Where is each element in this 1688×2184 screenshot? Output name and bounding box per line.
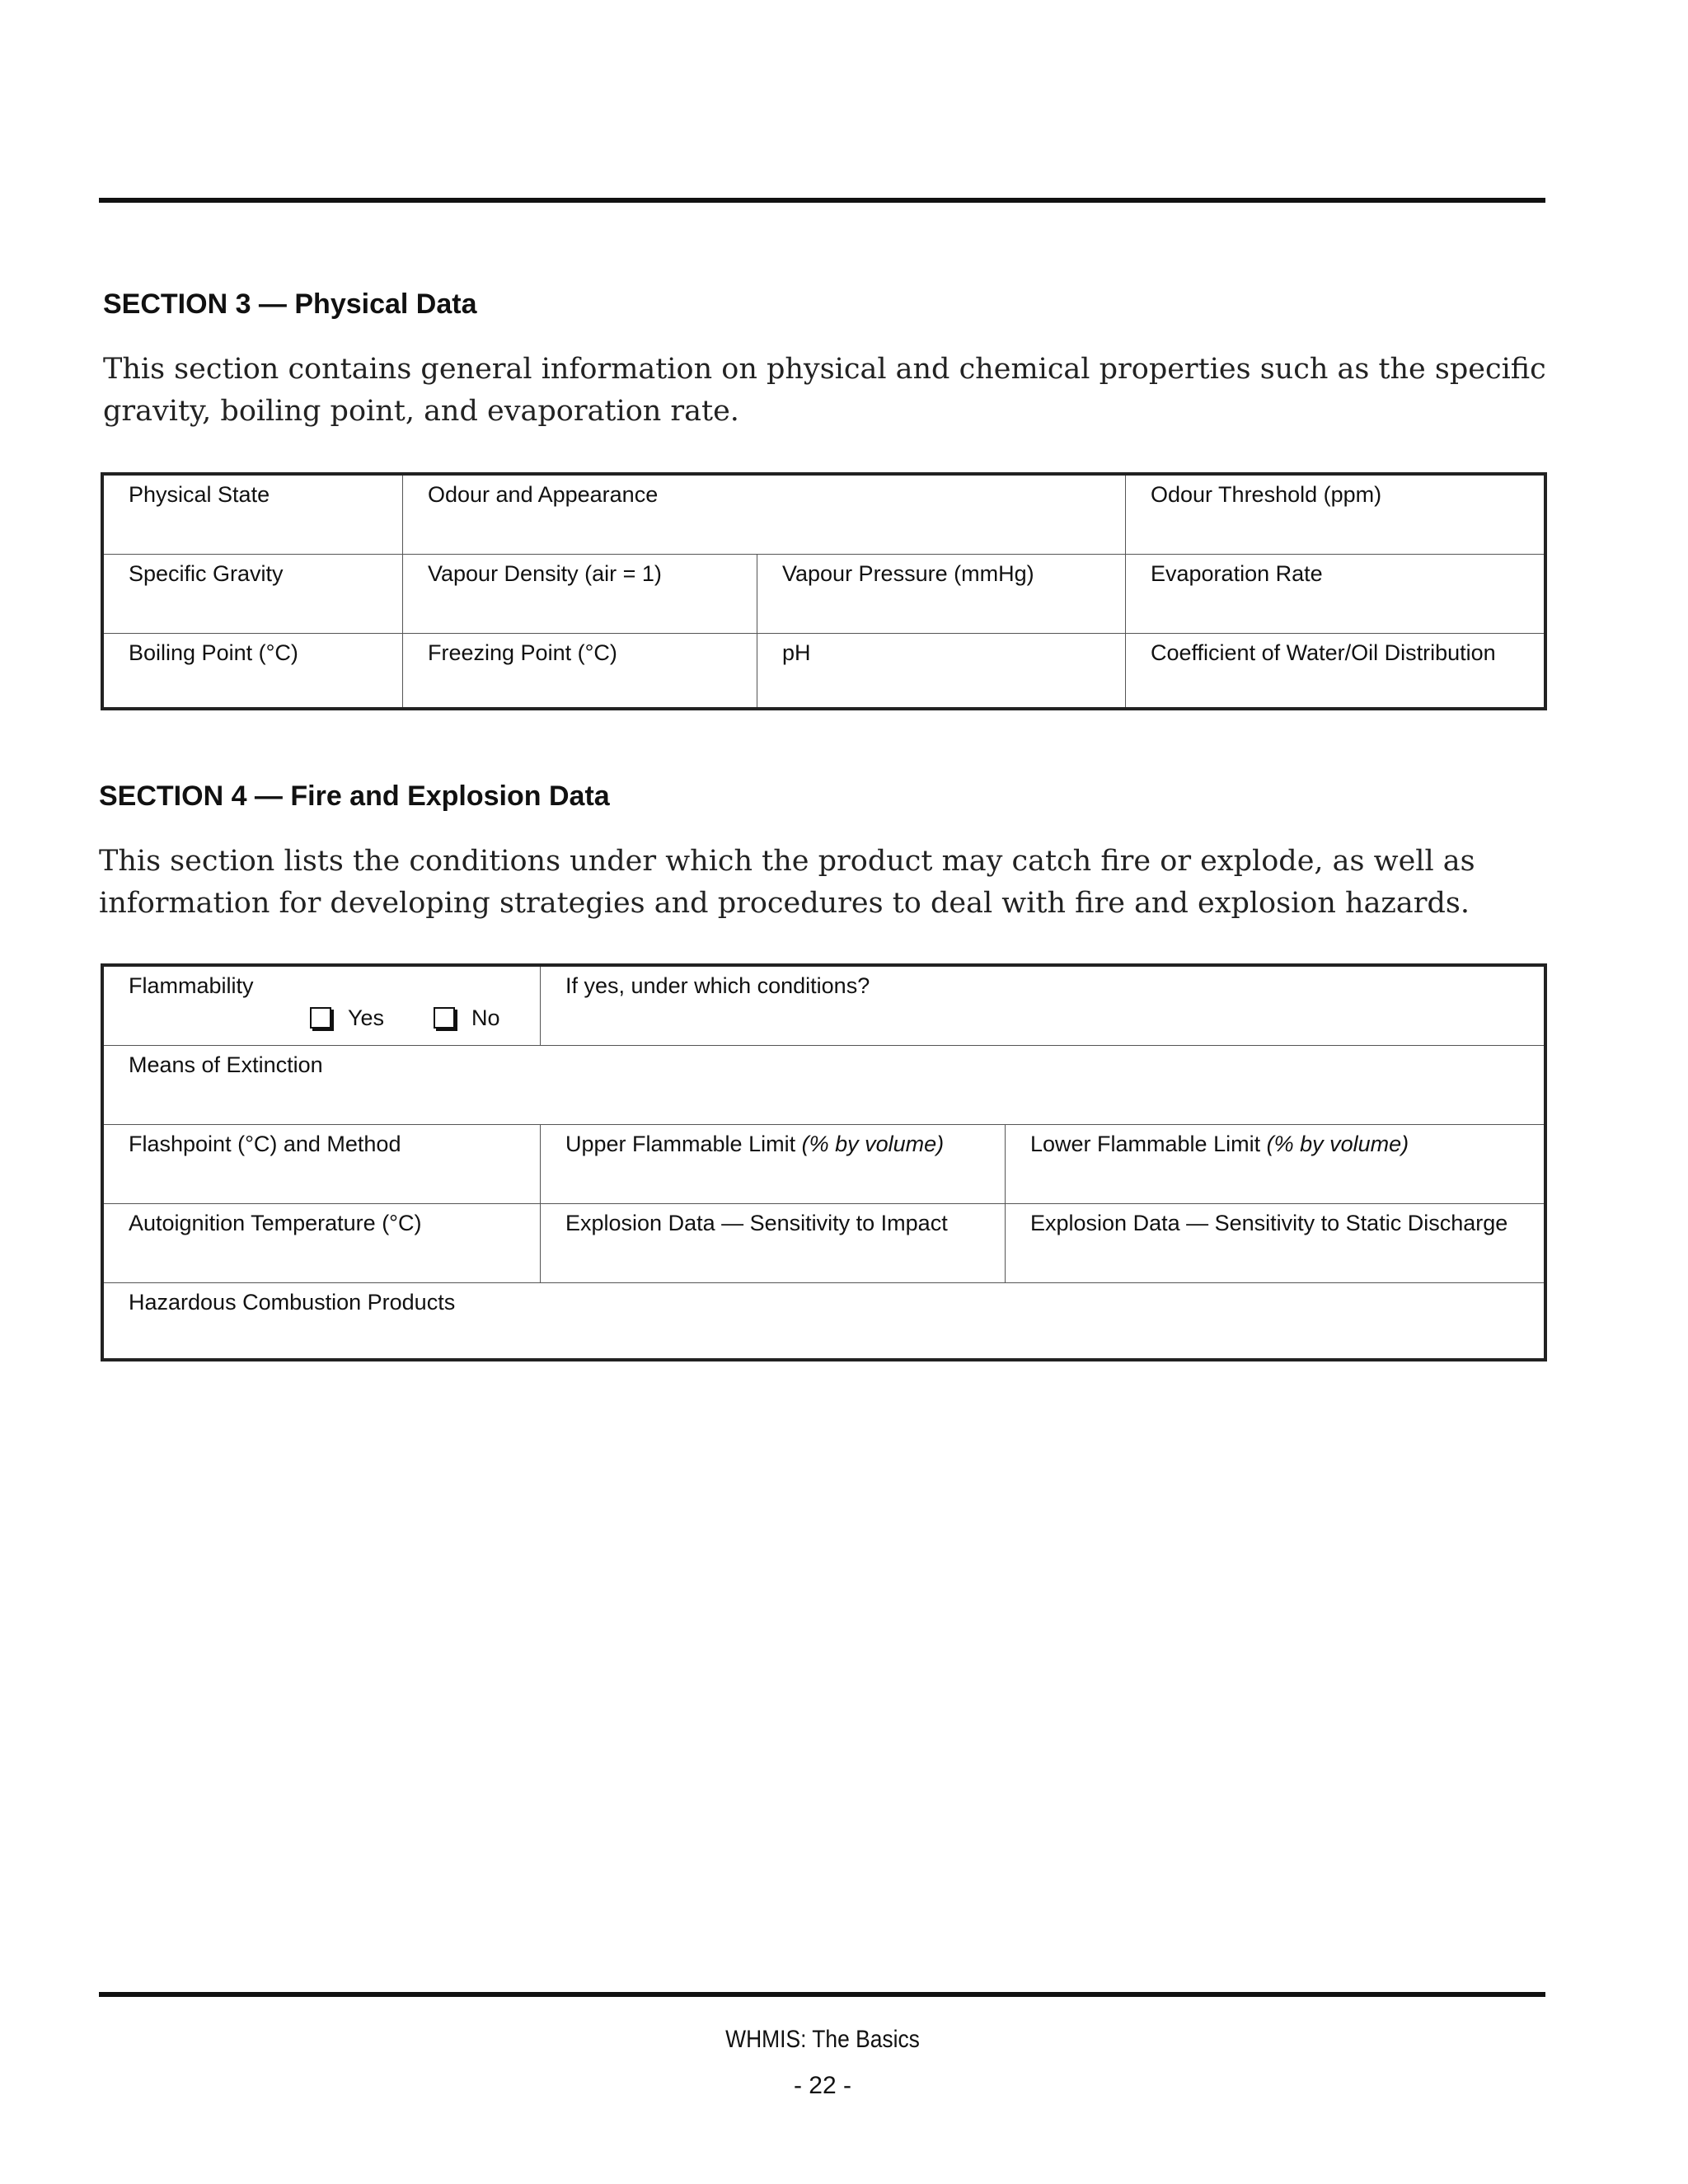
flammability-no-option[interactable]	[434, 1004, 500, 1032]
means-of-extinction-field[interactable]	[104, 1046, 1544, 1125]
flammability-conditions-label: If yes, under which conditions?	[565, 973, 870, 998]
section-4-heading: SECTION 4 — Fire and Explosion Data	[99, 780, 610, 812]
flammability-yes-option[interactable]	[310, 1004, 384, 1032]
page-number: - 22 -	[793, 2072, 852, 2099]
flammability-label: Flammability	[129, 973, 254, 998]
bottom-rule	[99, 1992, 1545, 1997]
explosion-static-label: Explosion Data — Sensitivity to Static Discharge	[1030, 1211, 1508, 1235]
no-checkbox[interactable]	[434, 1007, 455, 1029]
autoignition-field[interactable]	[104, 1204, 541, 1283]
section-4-intro: This section lists the conditions under which the product may catch fire or explode, as well as information for developing strategies and procedures to deal with fire and explosion hazards.	[99, 845, 1475, 920]
hazardous-combustion-field[interactable]	[104, 1283, 1544, 1358]
vapour-pressure-label: Vapour Pressure (mmHg)	[782, 561, 1034, 586]
specific-gravity-field[interactable]	[104, 555, 403, 634]
lower-flammable-limit-unit: (% by volume)	[1266, 1132, 1409, 1156]
physical-state-label: Physical State	[129, 482, 270, 507]
yes-label: Yes	[348, 1005, 385, 1030]
ph-field[interactable]	[757, 634, 1126, 707]
freezing-point-field[interactable]	[403, 634, 757, 707]
top-rule	[99, 198, 1545, 203]
odour-threshold-field[interactable]	[1126, 476, 1544, 555]
explosion-impact-label: Explosion Data — Sensitivity to Impact	[565, 1211, 948, 1235]
flammability-options	[310, 1004, 550, 1032]
explosion-impact-field[interactable]	[541, 1204, 1006, 1283]
section-3-heading: SECTION 3 — Physical Data	[103, 288, 477, 320]
physical-state-field[interactable]	[104, 476, 403, 555]
lower-flammable-limit-label: Lower Flammable Limit	[1030, 1132, 1261, 1156]
flammability-conditions-field[interactable]	[541, 967, 1544, 1046]
yes-checkbox[interactable]	[310, 1007, 331, 1029]
flashpoint-label: Flashpoint (°C) and Method	[129, 1132, 401, 1156]
upper-flammable-limit-unit: (% by volume)	[801, 1132, 945, 1156]
section-3-intro: This section contains general information on physical and chemical properties such as the specific gravity, boiling point, and evaporation rate.	[103, 353, 1546, 428]
coefficient-label: Coefficient of Water/Oil Distribution	[1151, 640, 1496, 665]
ph-label: pH	[782, 640, 811, 665]
autoignition-label: Autoignition Temperature (°C)	[129, 1211, 422, 1235]
evaporation-rate-field[interactable]	[1126, 555, 1544, 634]
flashpoint-field[interactable]	[104, 1125, 541, 1204]
specific-gravity-label: Specific Gravity	[129, 561, 284, 586]
hazardous-combustion-label: Hazardous Combustion Products	[129, 1290, 456, 1315]
upper-flammable-limit-label: Upper Flammable Limit	[565, 1132, 796, 1156]
boiling-point-field[interactable]	[104, 634, 403, 707]
no-label: No	[471, 1005, 500, 1030]
means-of-extinction-label: Means of Extinction	[129, 1052, 323, 1077]
vapour-density-label: Vapour Density (air = 1)	[428, 561, 662, 586]
vapour-density-field[interactable]	[403, 555, 757, 634]
vapour-pressure-field[interactable]	[757, 555, 1126, 634]
boiling-point-label: Boiling Point (°C)	[129, 640, 298, 665]
freezing-point-label: Freezing Point (°C)	[428, 640, 617, 665]
odour-threshold-label: Odour Threshold (ppm)	[1151, 482, 1382, 507]
coefficient-field[interactable]	[1126, 634, 1544, 707]
physical-data-table	[101, 472, 1547, 710]
flammability-field	[104, 967, 541, 1046]
explosion-static-field[interactable]	[1006, 1204, 1544, 1283]
lower-flammable-limit-field[interactable]	[1006, 1125, 1544, 1204]
evaporation-rate-label: Evaporation Rate	[1151, 561, 1323, 586]
fire-explosion-table	[101, 963, 1547, 1361]
footer-title: WHMIS: The Basics	[725, 2026, 920, 2053]
odour-appearance-field[interactable]	[403, 476, 1126, 555]
upper-flammable-limit-field[interactable]	[541, 1125, 1006, 1204]
odour-appearance-label: Odour and Appearance	[428, 482, 659, 507]
